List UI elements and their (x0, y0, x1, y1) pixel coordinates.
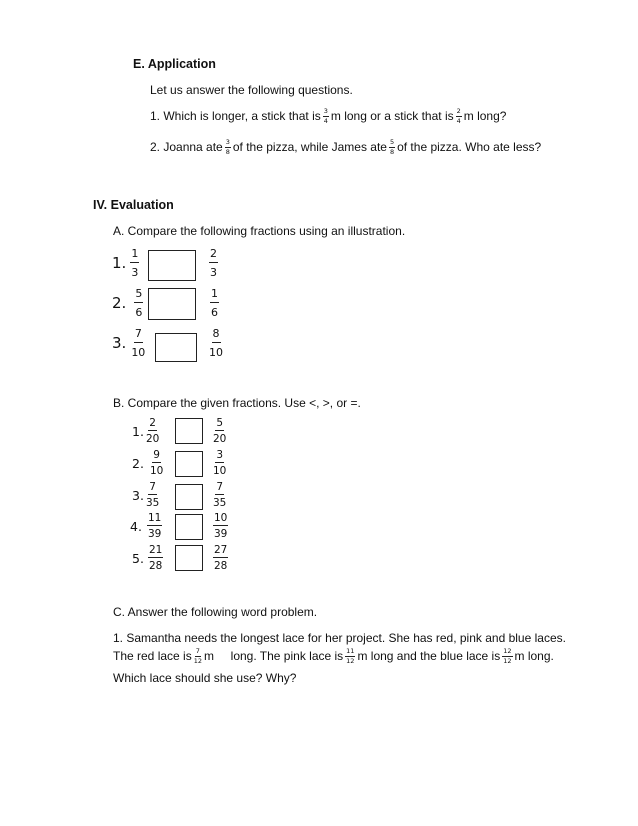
part-b-item-5 (132, 546, 165, 570)
part-b-item-1-right (211, 419, 228, 443)
answer-box-b1[interactable] (175, 418, 203, 444)
part-b-item-3-right (211, 483, 228, 507)
part-a-item-3 (112, 328, 147, 358)
q1-text-b: m long or a stick that is (330, 109, 454, 123)
item-number: 3. (112, 334, 127, 352)
line2-text-b: m long. The pink lace is (203, 649, 344, 663)
item-number: 5. (132, 550, 144, 566)
q2-text-c: of the pizza. Who ate less? (397, 140, 542, 154)
part-a-item-3-right (207, 328, 225, 358)
line2-text-a: The red lace is (113, 649, 192, 663)
answer-box-b3[interactable] (175, 484, 203, 510)
fraction-right: $\frac{10}{39}$ (214, 512, 228, 540)
part-b-item-2-right (211, 451, 228, 475)
fraction-q1-2: $\frac{2}{4}$ (456, 107, 461, 125)
part-b-item-1 (132, 419, 161, 443)
q2-text-b: of the pizza, while James ate (232, 140, 387, 154)
fraction-q2-2: $\frac{5}{8}$ (389, 138, 395, 156)
part-a-item-1 (112, 248, 141, 278)
word-problem-line-2 (113, 648, 554, 664)
answer-box-b2[interactable] (175, 451, 203, 477)
fraction-right: $\frac{1}{6}$ (211, 287, 218, 319)
line2-text-d: m long. (514, 649, 554, 663)
fraction-q2-1: $\frac{3}{8}$ (225, 138, 230, 156)
fraction-right: $\frac{2}{3}$ (210, 247, 217, 279)
fraction-pink-lace: $\frac{11}{12}$ (346, 647, 355, 665)
part-b-item-4-right (211, 514, 230, 538)
fraction-right: $\frac{8}{10}$ (209, 327, 223, 359)
question-2 (150, 139, 541, 155)
answer-box-a1[interactable] (148, 250, 196, 281)
part-b-item-4 (130, 514, 164, 538)
fraction-right: $\frac{27}{28}$ (214, 544, 228, 572)
question-1 (150, 108, 506, 124)
fraction-left: $\frac{7}{10}$ (131, 327, 146, 359)
fraction-left: $\frac{21}{28}$ (148, 544, 163, 572)
answer-box-a2[interactable] (148, 288, 196, 320)
part-b-instruction: B. Compare the given fractions. Use <, >, or =. (113, 396, 361, 410)
part-c-instruction: C. Answer the following word problem. (113, 605, 318, 619)
fraction-blue-lace: $\frac{12}{12}$ (503, 647, 512, 665)
item-number: 2. (132, 455, 144, 471)
word-problem-line-3: Which lace should she use? Why? (113, 671, 297, 685)
fraction-left: $\frac{1}{3}$ (131, 247, 139, 279)
part-a-instruction: A. Compare the following fractions using an illustration. (113, 224, 406, 238)
item-number: 4. (130, 518, 142, 534)
fraction-right: $\frac{7}{35}$ (213, 481, 227, 509)
item-number: 1. (112, 254, 127, 272)
part-a-item-1-right (207, 248, 220, 278)
word-problem-line-1: 1. Samantha needs the longest lace for her project. She has red, pink and blue laces. (113, 631, 566, 645)
item-number: 2. (112, 294, 127, 312)
section-iv-heading: IV. Evaluation (93, 198, 174, 212)
item-number: 1. (132, 423, 144, 439)
part-b-item-2 (132, 451, 165, 475)
fraction-left: $\frac{11}{39}$ (147, 512, 162, 540)
fraction-left: $\frac{9}{10}$ (149, 449, 164, 477)
fraction-q1-1: $\frac{3}{4}$ (323, 107, 328, 125)
item-number: 3. (132, 487, 144, 503)
part-b-item-3 (132, 483, 161, 507)
answer-box-b4[interactable] (175, 514, 203, 540)
fraction-left: $\frac{2}{20}$ (145, 417, 160, 445)
fraction-left: $\frac{7}{35}$ (145, 481, 160, 509)
line2-text-c: m long and the blue lace is (357, 649, 501, 663)
part-a-item-2-right (208, 288, 221, 318)
q1-text-c: m long? (463, 109, 507, 123)
section-e-intro: Let us answer the following questions. (150, 83, 353, 97)
q1-text-a: 1. Which is longer, a stick that is (150, 109, 321, 123)
part-b-item-5-right (211, 546, 230, 570)
section-e-heading: E. Application (133, 57, 216, 71)
fraction-right: $\frac{5}{20}$ (213, 417, 227, 445)
fraction-left: $\frac{5}{6}$ (135, 287, 143, 319)
answer-box-a3[interactable] (155, 333, 197, 362)
fraction-right: $\frac{3}{10}$ (213, 449, 227, 477)
part-a-item-2 (112, 288, 145, 318)
fraction-red-lace: $\frac{7}{12}$ (193, 647, 202, 665)
q2-text-a: 2. Joanna ate (150, 140, 223, 154)
answer-box-b5[interactable] (175, 545, 203, 571)
